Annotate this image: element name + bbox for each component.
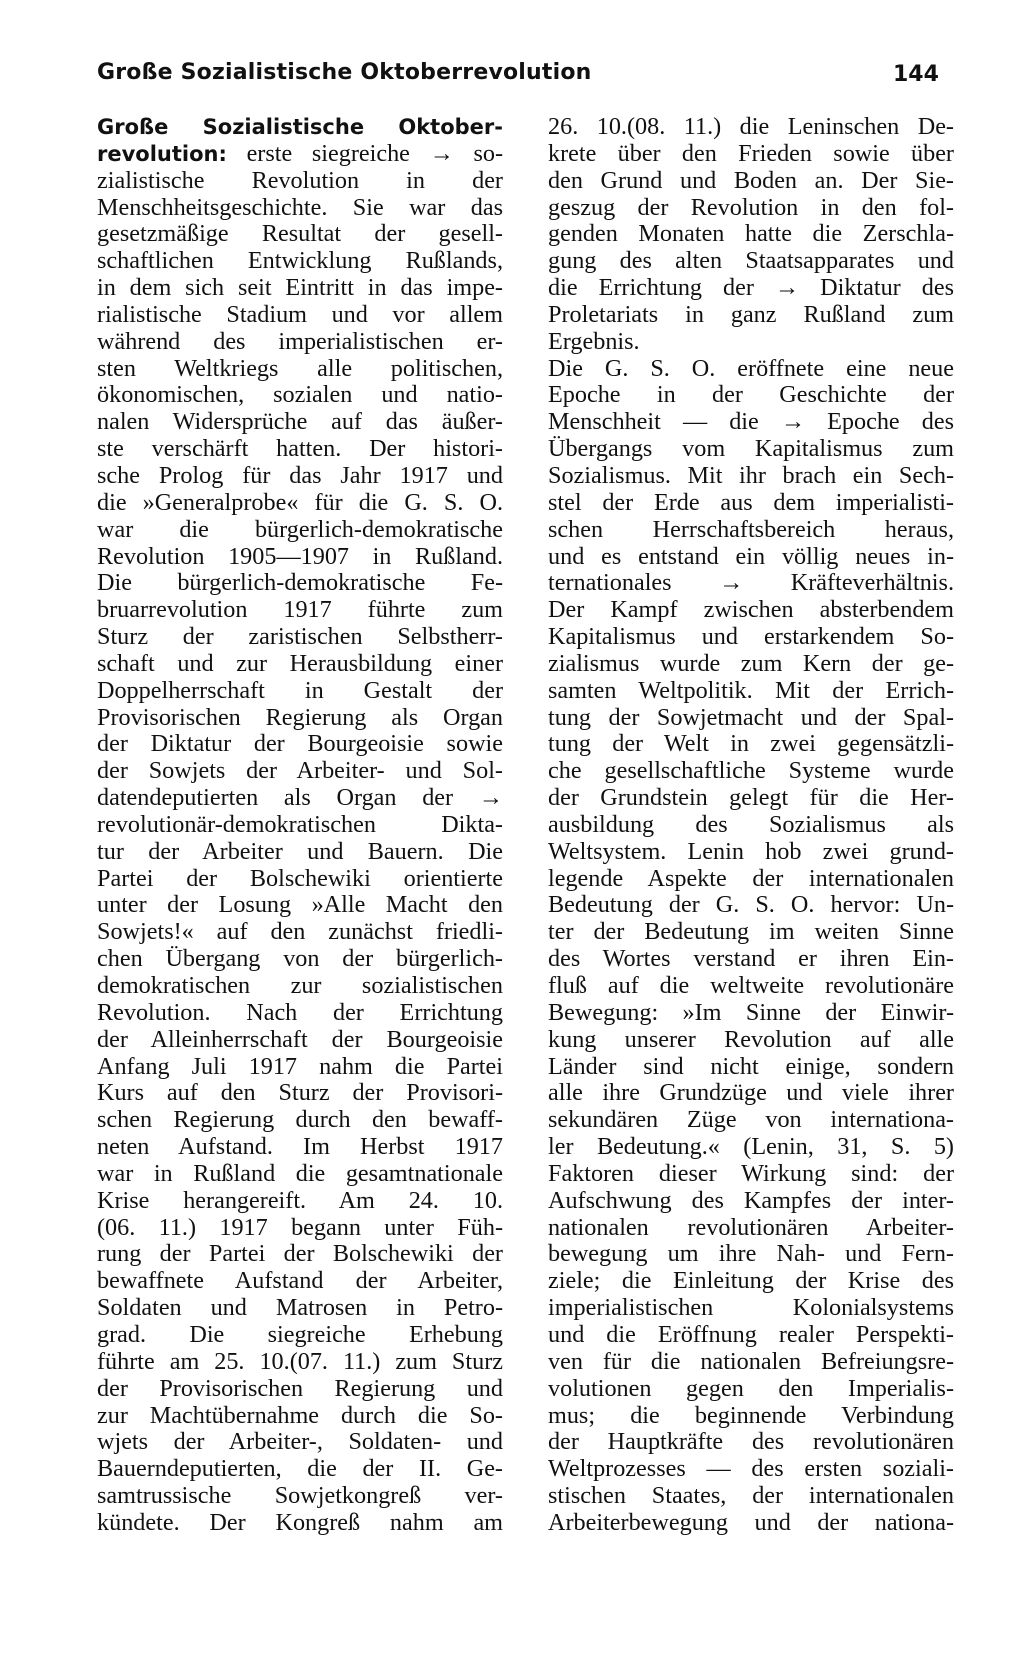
text-line: zialismus wurde zum Kern der ge- [548,649,954,677]
text-line: gesetzmäßige Resultat der gesell- [97,220,503,248]
text-line: fluß auf die weltweite revolutionäre [548,972,954,999]
text-line: Kapitalismus und erstarkendem So- [548,623,954,651]
definition-start: erste siegreiche → so- [246,139,503,167]
text-line: der Sowjets der Arbeiter- und Sol- [97,757,503,785]
text-line: der Alleinherrschaft der Bourgeoisie [97,1025,503,1053]
headword-line-2 [97,141,503,168]
text-line: schen Herrschaftsbereich heraus, [548,515,954,543]
text-line: Epoche in der Geschichte der [548,381,954,409]
headword-line-1: Große Sozialistische Oktober- [97,115,503,139]
text-line: Der Kampf zwischen absterbendem [548,596,954,624]
text-line: sten Weltkriegs alle politischen, [97,354,503,382]
text-line: der Diktatur der Bourgeoisie sowie [97,730,503,758]
text-line: bewaffnete Aufstand der Arbeiter, [97,1267,503,1295]
text-line: Weltsystem. Lenin hob zwei grund- [548,837,954,865]
right-column [548,114,954,1537]
text-line: bewegung um ihre Nah- und Fern- [548,1240,954,1268]
page-number: 144 [893,62,939,87]
text-line: schen Regierung durch den bewaff- [97,1106,503,1134]
text-line: stel der Erde aus dem imperialisti- [548,488,954,516]
text-line: Die G. S. O. eröffnete eine neue [548,354,954,382]
text-line: (06. 11.) 1917 begann unter Füh- [97,1213,503,1241]
text-line: tung der Sowjetmacht und der Spal- [548,703,954,731]
text-line: ste verschärft hatten. Der histori- [97,435,503,463]
text-line: der Provisorischen Regierung und [97,1374,503,1402]
text-line: war die bürgerlich-demokratische [97,515,503,543]
text-line: unter der Losung »Alle Macht den [97,891,503,919]
text-line: chen Übergang von der bürgerlich- [97,945,503,973]
text-line: krete über den Frieden sowie über [548,139,954,167]
text-line: ökonomischen, sozialen und natio- [97,381,503,409]
text-line: Bedeutung der G. S. O. hervor: Un- [548,891,954,919]
text-line: zur Machtübernahme durch die So- [97,1401,503,1429]
text-line: den Grund und Boden an. Der Sie- [548,166,954,194]
text-line: Sozialismus. Mit ihr brach ein Sech- [548,461,954,489]
text-line: Kurs auf den Sturz der Provisori- [97,1079,503,1107]
text-line: ausbildung des Sozialismus als [548,810,954,838]
text-line: Provisorischen Regierung als Organ [97,703,503,731]
text-line: Soldaten und Matrosen in Petro- [97,1294,503,1322]
text-line: Partei der Bolschewiki orientierte [97,864,503,892]
text-line: Proletariats in ganz Rußland zum [548,300,954,328]
text-line: wjets der Arbeiter-, Soldaten- und [97,1428,503,1456]
text-line: war in Rußland die gesamtnationale [97,1159,503,1187]
text-line: Aufschwung des Kampfes der inter- [548,1186,954,1214]
text-line: genden Monaten hatte die Zerschla- [548,220,954,248]
running-head-title: Große Sozialistische Oktoberrevolution [97,60,592,85]
text-line: Bewegung: »Im Sinne der Einwir- [548,998,954,1026]
text-line: Arbeiterbewegung und der nationa- [548,1508,954,1536]
text-line: kündete. Der Kongreß nahm am [97,1508,503,1536]
text-line: Bauerndeputierten, die der II. Ge- [97,1455,503,1483]
text-line: tur der Arbeiter und Bauern. Die [97,837,503,865]
text-line: alle ihre Grundzüge und viele ihrer [548,1079,954,1107]
text-line: nationalen revolutionären Arbeiter- [548,1213,954,1241]
text-line: ven für die nationalen Befreiungsre- [548,1347,954,1375]
text-line: rung der Partei der Bolschewiki der [97,1240,503,1268]
text-line: zialistische Revolution in der [97,166,503,194]
text-line: samtrussische Sowjetkongreß ver- [97,1482,503,1510]
text-line: die »Generalprobe« für die G. S. O. [97,488,503,516]
text-line: Sturz der zaristischen Selbstherr- [97,623,503,651]
text-line: Revolution. Nach der Errichtung [97,998,503,1026]
text-line: nalen Widersprüche auf das äußer- [97,408,503,436]
text-line: stischen Staates, der internationalen [548,1482,954,1510]
text-line: kung unserer Revolution auf alle [548,1025,954,1053]
text-line: neten Aufstand. Im Herbst 1917 [97,1133,503,1161]
text-line: und die Eröffnung realer Perspekti- [548,1320,954,1348]
text-line: ternationales → Kräfteverhältnis. [548,569,954,597]
text-line: Anfang Juli 1917 nahm die Partei [97,1052,503,1080]
text-line: tung der Welt in zwei gegensätzli- [548,730,954,758]
text-line: samten Weltpolitik. Mit der Errich- [548,676,954,704]
right-column-text [548,114,954,1537]
text-line: Revolution 1905—1907 in Rußland. [97,542,503,570]
text-line: und es entstand ein völlig neues in- [548,542,954,570]
text-line: schaftlichen Entwicklung Rußlands, [97,247,503,275]
text-line: 26. 10.(08. 11.) die Leninschen De- [548,113,954,140]
text-line: Menschheitsgeschichte. Sie war das [97,193,503,221]
text-line: imperialistischen Kolonialsystems [548,1294,954,1322]
text-line: Sowjets!« auf den zunächst friedli- [97,918,503,946]
left-column-text [97,168,503,1537]
text-line: Doppelherrschaft in Gestalt der [97,676,503,704]
text-line: Die bürgerlich-demokratische Fe- [97,569,503,597]
text-line: sekundären Züge von internationa- [548,1106,954,1134]
text-line: Weltprozesses — des ersten soziali- [548,1455,954,1483]
text-line: der Grundstein gelegt für die Her- [548,784,954,812]
text-line: ter der Bedeutung im weiten Sinne [548,918,954,946]
text-line: die Errichtung der → Diktatur des [548,274,954,302]
text-line: Übergangs vom Kapitalismus zum [548,435,954,463]
text-line: gung des alten Staatsapparates und [548,247,954,275]
text-line: Krise herangereift. Am 24. 10. [97,1186,503,1214]
text-line: der Hauptkräfte des revolutionären [548,1428,954,1456]
text-line: volutionen gegen den Imperialis- [548,1374,954,1402]
text-line: des Wortes verstand er ihren Ein- [548,945,954,973]
text-line: mus; die beginnende Verbindung [548,1401,954,1429]
text-line: Länder sind nicht einige, sondern [548,1052,954,1080]
text-line: legende Aspekte der internationalen [548,864,954,892]
text-line: rialistische Stadium und vor allem [97,300,503,328]
text-line: ler Bedeutung.« (Lenin, 31, S. 5) [548,1133,954,1161]
text-line: führte am 25. 10.(07. 11.) zum Sturz [97,1347,503,1375]
text-line: datendeputierten als Organ der → [97,784,503,812]
text-line: demokratischen zur sozialistischen [97,972,503,999]
text-line: Faktoren dieser Wirkung sind: der [548,1159,954,1187]
text-line: in dem sich seit Eintritt in das impe- [97,274,503,302]
text-line: grad. Die siegreiche Erhebung [97,1320,503,1348]
text-line: Menschheit — die → Epoche des [548,408,954,436]
left-column [97,114,503,1537]
text-line: bruarrevolution 1917 führte zum [97,596,503,624]
text-line: geszug der Revolution in den fol- [548,193,954,221]
text-line: revolutionär-demokratischen Dikta- [97,810,503,838]
headword-bold: revolution: [97,141,227,166]
text-line: sche Prolog für das Jahr 1917 und [97,461,503,489]
text-line: während des imperialistischen er- [97,327,503,355]
text-line: che gesellschaftliche Systeme wurde [548,757,954,785]
text-line: ziele; die Einleitung der Krise des [548,1267,954,1295]
text-line: Ergebnis. [548,327,640,355]
text-line: schaft und zur Herausbildung einer [97,649,503,677]
